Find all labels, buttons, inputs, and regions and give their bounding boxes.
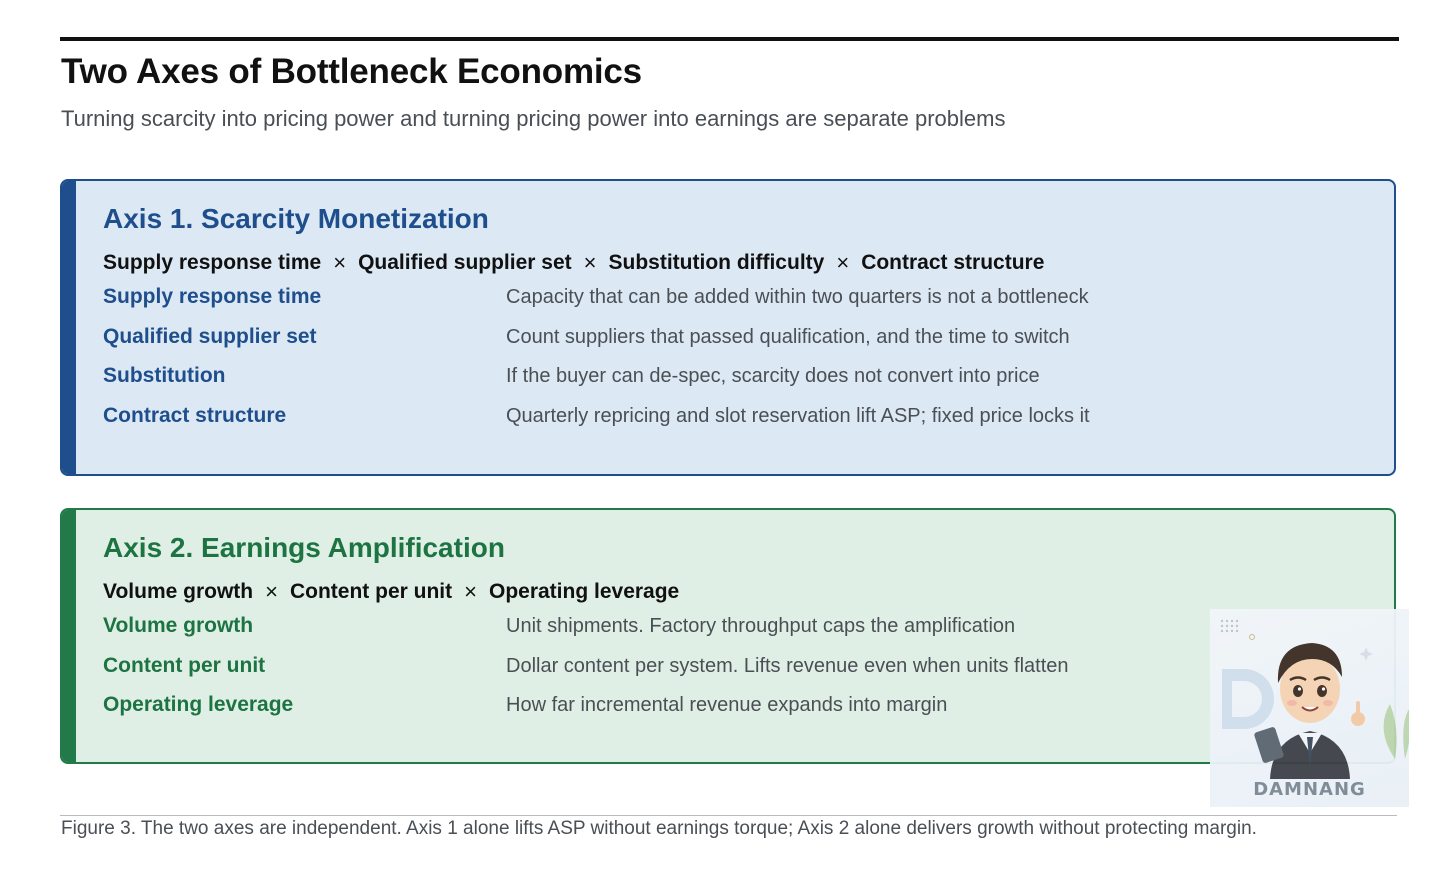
top-rule (60, 37, 1399, 41)
axis1-panel (60, 179, 1396, 476)
axis2-title: Axis 2. Earnings Amplification (103, 532, 505, 563)
multiply-icon: × (464, 579, 477, 604)
axis2-panel (60, 508, 1396, 764)
row-description: Quarterly repricing and slot reservation lift ASP; fixed price locks it (506, 404, 1090, 427)
list-item (103, 654, 1343, 694)
multiply-icon: × (265, 579, 278, 604)
row-description: If the buyer can de-spec, scarcity does not convert into price (506, 365, 1040, 387)
axis2-formula (103, 579, 679, 605)
axis1-title: Axis 1. Scarcity Monetization (103, 203, 489, 234)
list-item (103, 693, 1343, 733)
axis1-rows (103, 285, 1343, 443)
row-description: Capacity that can be added within two quarters is not a bottleneck (506, 286, 1089, 308)
row-term: Operating leverage (103, 693, 294, 716)
row-description: Unit shipments. Factory throughput caps the amplification (506, 615, 1016, 637)
row-term: Qualified supplier set (103, 324, 317, 348)
row-description: How far incremental revenue expands into margin (506, 694, 948, 716)
axis2-rows (103, 614, 1343, 733)
row-term: Content per unit (103, 653, 266, 677)
figure-caption: Figure 3. The two axes are independent. Axis 1 alone lifts ASP without earnings torque; Axis 2 alone delivers growth without protecting margin. (61, 818, 1257, 839)
axis2-formula-term: Operating leverage (488, 580, 680, 603)
list-item (103, 285, 1343, 325)
axis1-formula-term: Contract structure (861, 251, 1045, 274)
list-item (103, 325, 1343, 365)
row-description: Dollar content per system. Lifts revenue even when units flatten (506, 654, 1069, 677)
page-title: Two Axes of Bottleneck Economics (61, 52, 642, 91)
multiply-icon: × (333, 250, 347, 275)
axis1-accent-bar (62, 181, 76, 474)
list-item (103, 404, 1343, 444)
footer-rule (60, 815, 1397, 816)
row-term: Substitution (103, 364, 226, 387)
axis1-formula (103, 250, 1044, 276)
logo-wordmark: DAMNANG (1253, 779, 1366, 800)
axis1-formula-term: Substitution difficulty (608, 251, 825, 274)
axis2-formula-term: Volume growth (103, 580, 254, 603)
multiply-icon: × (836, 250, 850, 275)
axis1-formula-term: Qualified supplier set (358, 251, 572, 274)
list-item (103, 614, 1343, 654)
damnang-logo (1210, 609, 1409, 807)
row-term: Supply response time (103, 285, 322, 308)
multiply-icon: × (583, 250, 597, 275)
row-term: Volume growth (103, 614, 254, 637)
page-subtitle: Turning scarcity into pricing power and turning pricing power into earnings are separate problems (61, 106, 1006, 131)
list-item (103, 364, 1343, 404)
axis2-formula-term: Content per unit (289, 580, 453, 603)
row-term: Contract structure (103, 403, 287, 427)
businessman-mascot-icon (1210, 609, 1409, 779)
row-description: Count suppliers that passed qualification, and the time to switch (506, 325, 1070, 348)
axis2-accent-bar (62, 510, 76, 762)
axis1-formula-term: Supply response time (103, 251, 322, 274)
